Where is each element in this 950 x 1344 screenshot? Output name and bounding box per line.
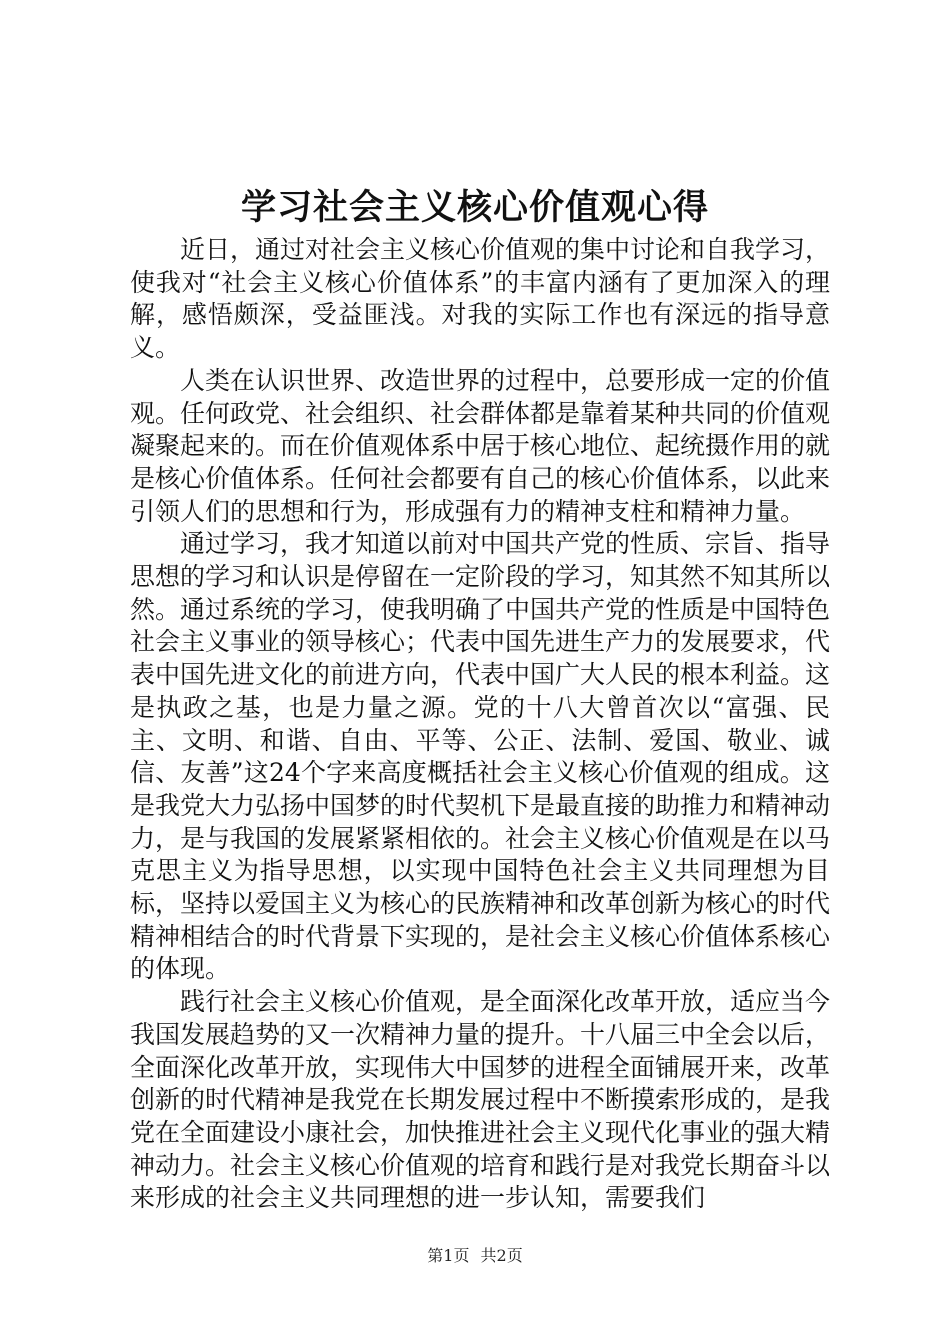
page-total: 共2页 xyxy=(480,1246,523,1265)
paragraph-1: 近日，通过对社会主义核心价值观的集中讨论和自我学习，使我对“社会主义核心价值体系”的丰富内涵有了更加深入的理解，感悟颇深，受益匪浅。对我的实际工作也有深远的指导意义。 xyxy=(130,235,831,363)
paragraph-3: 通过学习，我才知道以前对中国共产党的性质、宗旨、指导思想的学习和认识是停留在一定阶段的学习，知其然不知其所以然。通过系统的学习，使我明确了中国共产党的性质是中国特色社会主义事业的领导核心；代表中国先进生产力的发展要求，代表中国先进文化的前进方向，代表中国广大人民的根本利益。这是执政之基，也是力量之源。党的十八大曾首次以“富强、民主、文明、和谐、自由、平等、公正、法制、爱国、敬业、诚信、友善”这24个字来高度概括社会主义核心价值观的组成。这是我党大力弘扬中国梦的时代契机下是最直接的助推力和精神动力，是与我国的发展紧紧相依的。社会主义核心价值观是在以马克思主义为指导思想，以实现中国特色社会主义共同理想为目标，坚持以爱国主义为核心的民族精神和改革创新为核心的时代精神相结合的时代背景下实现的，是社会主义核心价值体系核心的体现。 xyxy=(130,529,831,984)
document-title: 学习社会主义核心价值观心得 xyxy=(240,187,709,228)
document-body xyxy=(130,234,830,1215)
paragraph-2: 人类在认识世界、改造世界的过程中，总要形成一定的价值观。任何政党、社会组织、社会群体都是靠着某种共同的价值观凝聚起来的。而在价值观体系中居于核心地位、起统摄作用的就是核心价值体系。任何社会都要有自己的核心价值体系，以此来引领人们的思想和行为，形成强有力的精神支柱和精神力量。 xyxy=(130,365,831,526)
page-footer xyxy=(0,1245,950,1267)
page-number: 第1页 xyxy=(427,1246,470,1265)
paragraph-4: 践行社会主义核心价值观，是全面深化改革开放，适应当今我国发展趋势的又一次精神力量的提升。十八届三中全会以后，全面深化改革开放，实现伟大中国梦的进程全面铺展开来，改革创新的时代精神是我党在长期发展过程中不断摸索形成的，是我党在全面建设小康社会，加快推进社会主义现代化事业的强大精神动力。社会主义核心价值观的培育和践行是对我党长期奋斗以来形成的社会主义共同理想的进一步认知，需要我们 xyxy=(130,987,831,1213)
